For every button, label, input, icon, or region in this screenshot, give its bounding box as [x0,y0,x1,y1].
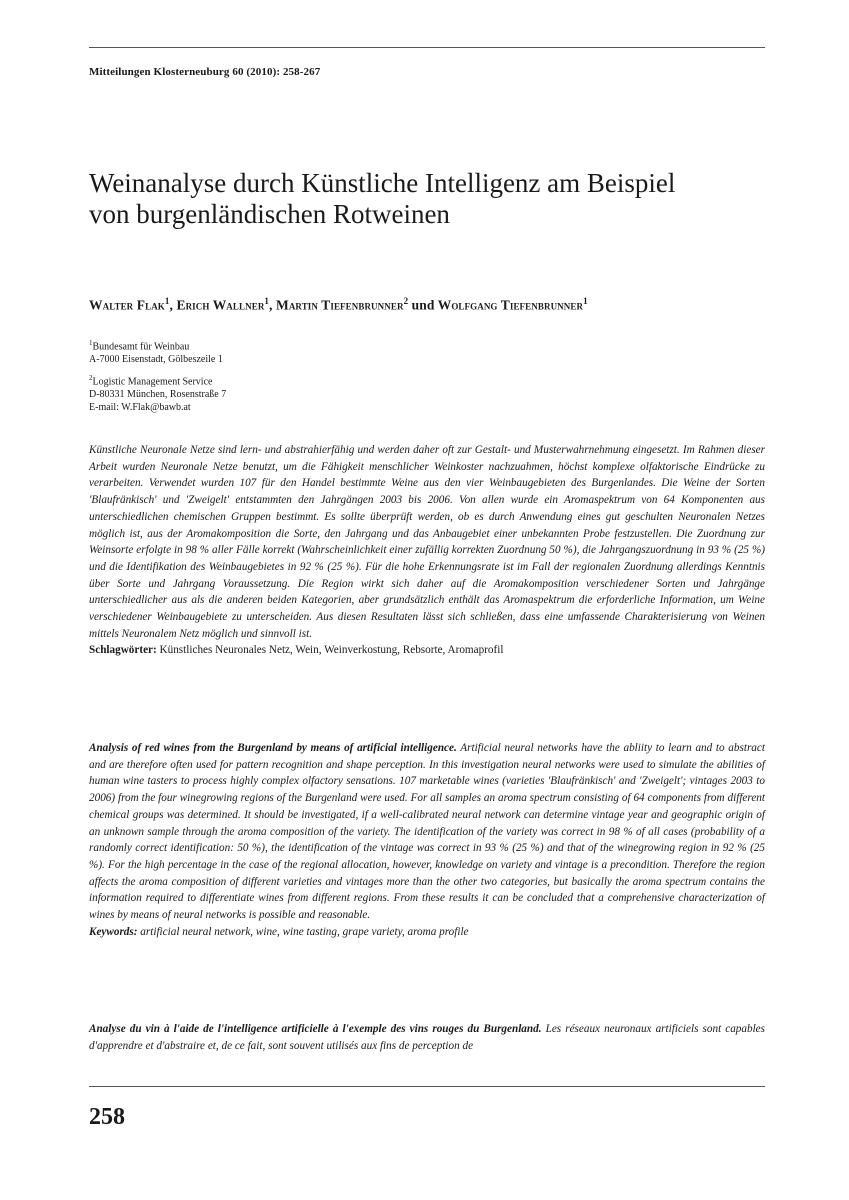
affiliation-institution: Bundesamt für Weinbau [92,341,190,353]
author-name: Martin Tiefenbrunner [275,297,404,313]
abstract-german [89,442,765,659]
title-line-2: von burgenländischen Rotweinen [89,199,450,229]
abstract-english-title: Analysis of red wines from the Burgenland by means of artificial intelligence. [89,742,457,754]
keywords-german-list: Künstliches Neuronales Netz, Wein, Weinverkostung, Rebsorte, Aromaprofil [159,644,504,657]
author-affiliation-marker: 1 [583,296,588,306]
affiliation-marker: 2 [89,374,93,382]
affiliation-institution: Logistic Management Service [92,376,213,388]
author-affiliation-marker: 2 [403,296,409,306]
keywords-english-list: artificial neural network, wine, wine tasting, grape variety, aroma profile [140,925,469,938]
header-rule [89,47,765,48]
keywords-english [89,924,765,941]
keywords-german-label: Schlagwörter: [89,644,157,657]
affiliation-marker: 1 [89,339,93,347]
author-list: Walter Flak$^1$, Erich Wallner$^1$, Martin Tiefenbrunner$^2$ und Wolfgang Tiefenbrunner$^1$ [89,296,588,313]
keywords-german [89,642,765,659]
affiliation-address: A-7000 Eisenstadt, Gölbeszeile 1 [89,354,223,366]
article-title [89,168,779,230]
author-affiliation-marker: 1 [164,296,170,306]
title-line-1: Weinanalyse durch Künstliche Intelligenz am Beispiel [89,168,676,198]
affiliation-address: D-80331 München, Rosenstraße 7 [89,389,227,401]
abstract-french-text: Les réseaux neuronaux artificiels sont capables d'apprendre et d'abstraire et, de ce fait, sont souvent utilisés aux fins de perception de [89,1023,766,1052]
page-number: 258 [89,1104,125,1130]
abstract-english [89,740,765,940]
abstract-french-title: Analyse du vin à l'aide de l'intelligence artificielle à l'exemple des vins rouges du Burgenland. [89,1023,542,1035]
author-name: Walter Flak [89,297,165,313]
keywords-english-label: Keywords: [89,925,138,938]
affiliation-1 [89,337,223,366]
author-name: Wolfgang Tiefenbrunner [437,297,584,313]
affiliation-2 [89,372,226,414]
contact-email: E-mail: W.Flak@bawb.at [89,402,191,414]
author-conjunction: und [411,297,435,313]
footer-rule [89,1086,765,1087]
journal-citation: Mitteilungen Klosterneuburg 60 (2010): 258-267 [89,66,321,78]
abstract-german-text: Künstliche Neuronale Netze sind lern- und abstrahierfähig und werden daher oft zur Gestalt- und Musterwahrnehmung eingesetzt. Im Rahmen dieser Arbeit wurden Neuronale Netze benutzt, um die Fähigkeit menschlicher Weinkoster nachzuahmen, höchst komplexe olfaktorische Eindrücke zu verarbeiten. Verwendet wurden 107 für den Handel bestimmte Weine aus den vier Weinbaugebieten des Burgenlandes. Die Weine der Sorten 'Blaufränkisch' und 'Zweigelt' entstammten den Jahrgängen 2003 bis 2006. Von allen wurde ein Aromaspektrum von 64 Komponenten aus unterschiedlichen chemischen Gruppen bestimmt. Es sollte überprüft werden, ob es durch Anwendung eines gut geschulten Neuronalen Netzes möglich ist, aus der Aromakomposition die Sorte, den Jahrgang und das Anbaugebiet einer unbekannten Probe festzustellen. Die Zuordnung zur Weinsorte erfolgte in 98 % aller Fälle korrekt (Wahrscheinlichkeit einer zufällig korrekten Zuordnung 50 %), die Jahrgangszuordnung in 93 % (25 %) und die Identifikation des Weinbaugebietes in 92 % (25 %). Für die hohe Erkennungsrate ist im Fall der regionalen Zuordnung allerdings Kenntnis über Sorte und Jahrgang Voraussetzung. Die Region wirkt sich daher auf die Aromakomposition verschiedener Sorten und Jahrgänge unterschiedlicher aus als die anderen beiden Kategorien, aber grundsätzlich enthält das Aromaspektrum die erforderliche Information, um Weine verschiedener Weinbaugebiete zu unterscheiden. Aus diesen Resultaten lässt sich schließen, dass eine umfassende Charakterisierung von Weinen mittels Neuronalem Netz möglich und sinnvoll ist. [89,444,765,640]
abstract-french [89,1021,765,1054]
author-name: Erich Wallner [176,297,265,313]
author-affiliation-marker: 1 [264,296,270,306]
abstract-english-text: Artificial neural networks have the abliity to learn and to abstract and are therefore often used for pattern recognition and shape perception. In this investigation neural networks were used to simulate the abilities of human wine tasters to process highly complex olfactory sensations. 107 marketable wines (varieties 'Blaufränkisch' and 'Zweigelt'; vintages 2003 to 2006) from the four winegrowing regions of the Burgenland were used. For all samples an aroma spectrum consisting of 64 components from different chemical groups was determined. It should be investigated, if a well-calibrated neural network can determine vintage year and geographic origin of an unknown sample through the aroma composition of the variety. The identification of the variety was correct in 98 % of all cases (probability of a randomly correct identification: 50 %), the identification of the vintage was correct in 93 % (25 %) and that of the winegrowing region in 92 % (25 %). For the high percentage in the case of the regional allocation, however, knowledge on variety and vintage is a precondition. Therefore the region affects the aroma composition of different varieties and vintages more than the other two categories, but basically the aroma spectrum contains the information required to differentiate wines from different regions. From these results it can be concluded that a comprehensive characterization of wines by means of neural networks is possible and reasonable. [89,742,765,922]
